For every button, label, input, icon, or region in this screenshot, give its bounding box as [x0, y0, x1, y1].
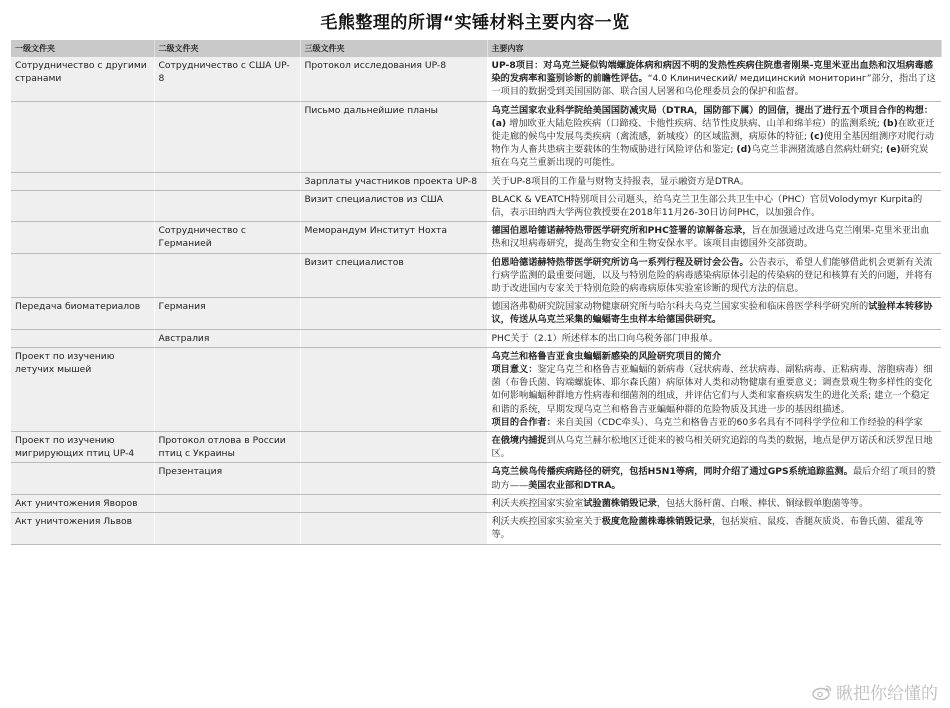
level2-cell [154, 253, 300, 298]
level1-cell: Акт уничтожения Львов [11, 513, 154, 544]
header-level1: 一级文件夹 [11, 40, 154, 57]
level1-cell [11, 101, 154, 172]
level3-cell [300, 347, 487, 431]
level1-cell: Сотрудничество с другими странами [11, 57, 154, 101]
content-text: 德国伯恩哈德诺赫特热带医学研究所和PHC签署的谅解备忘录， [491, 225, 752, 237]
level2-cell: Сотрудничество с Германией [154, 222, 300, 253]
content-text: (b) [882, 117, 898, 129]
table-row [11, 101, 941, 172]
table-row [11, 222, 941, 253]
content-text: 来自美国（CDC牵头）、乌克兰和格鲁吉亚的60多名具有不同科学学位和工作经验的科学家 [555, 416, 923, 428]
content-cell [487, 513, 941, 544]
level1-cell: Проект по изучению мигрирующих птиц UP-4 [11, 432, 154, 463]
level2-cell: Презентация [154, 463, 300, 494]
content-text: 极度危险菌株毒株销毁记录 [601, 516, 712, 528]
content-text: “4.0 Клинический/ медицинский мониторинг”部分，指出了这一项目的数据受到美国国防部、联合国人居署和乌伦理委员会的保护和监督。 [491, 73, 936, 98]
content-text: (d) [736, 144, 752, 156]
level1-cell [11, 222, 154, 253]
content-text: (a) [491, 117, 510, 129]
content-text: 乌克兰和格鲁吉亚食虫蝙蝠新感染的风险研究项目的简介 [491, 350, 722, 362]
level3-cell [300, 329, 487, 347]
header-content: 主要内容 [487, 40, 941, 57]
page-title: 毛熊整理的所谓“实锤材料主要内容一览 [320, 13, 630, 33]
content-text: 美国农业部和DTRA。 [528, 479, 621, 491]
level2-cell [154, 172, 300, 190]
content-text: 旨在加强通过改进乌克兰刚果-克里米亚出血热和汉坦病毒研究，提高生物安全和生物安保水平。该项目由德国外交部资助。 [491, 225, 930, 250]
content-text: 利沃夫疾控国家实验室关于 [491, 516, 602, 528]
content-text: ，包括炭疽、鼠疫、香腿灰质炎、布鲁氏菌、霍乱等等。 [491, 516, 924, 541]
content-cell [487, 298, 941, 329]
level3-cell: Меморандум Институт Нохта [300, 222, 487, 253]
content-text: 在欧亚迁徙走廊的候鸟中发展鸟类疾病（禽流感，新城疫）的区域监测，病原体的特征; [491, 117, 935, 143]
table-header-row [11, 40, 941, 57]
content-cell [487, 57, 941, 101]
content-text: UP-8项目：对乌克兰疑似钩端螺旋体病和病因不明的发热性疾病住院患者刚果-克里米亚出血热和汉坦病毒感染的发病率和鉴别诊断的前瞻性评估。 [491, 60, 933, 85]
table-row [11, 190, 941, 221]
watermark [812, 679, 938, 704]
content-cell [487, 172, 941, 190]
level3-cell: Визит специалистов из США [300, 190, 487, 221]
weibo-icon [812, 684, 832, 700]
level1-cell: Акт уничтожения Яворов [11, 494, 154, 512]
contents-table [11, 40, 942, 545]
content-text: 利沃夫疾控国家实验室 [491, 497, 584, 509]
level2-cell [154, 101, 300, 172]
table-row [11, 494, 941, 512]
content-text: 鉴定乌克兰和格鲁吉亚蝙蝠的新病毒（冠状病毒、丝状病毒、副粘病毒、正粘病毒、溶胞病毒）细菌（布鲁氏菌、钩端螺旋体、耶尔森氏菌）病原体对人类和动物健康有重要意义；调查景观生物多样性的变化如何影响蝙蝠种群地方性病毒和细菌剂的组成，并评估它们与人类和家畜疾病发生的进化关系; 建立一个稳定和谐的系统，早期发现乌克兰和格鲁吉亚蝙蝠种群的危险物质及其进一步的基因组描述。 [491, 364, 933, 415]
level3-cell [300, 494, 487, 512]
level2-cell: Германия [154, 298, 300, 329]
level3-cell: Визит специалистов [300, 253, 487, 298]
table-row [11, 347, 941, 431]
level3-cell: Письмо дальнейшие планы [300, 101, 487, 172]
header-level2: 二级文件夹 [154, 40, 300, 57]
table-row [11, 172, 941, 190]
content-text: 在俄境内捕捉 [491, 435, 547, 447]
level1-cell: Передача биоматериалов [11, 298, 154, 329]
level2-cell: Протокол отлова в России птиц с Украины [154, 432, 300, 463]
content-text: 伯恩哈德诺赫特热带医学研究所访乌一系列行程及研讨会公告。 [491, 256, 749, 268]
table-body [11, 57, 941, 544]
level3-cell: Протокол исследования UP-8 [300, 57, 487, 101]
content-text: (e) [886, 144, 901, 156]
content-cell [487, 494, 941, 512]
content-text: 公告表示，希望人们能够借此机会更新有关流行病学监测的最重要问题，以及与特别危险的病毒感染病原体引起的传染病的登记和核算有关的问题，并将有助于改进国内专家关于特别危险的病毒病原体实验室诊断的现代方法的信息。 [491, 256, 933, 295]
content-cell [487, 329, 941, 347]
content-text: 最后介绍了项目的赞助方—— [491, 466, 936, 491]
table-row [11, 432, 941, 463]
content-cell [487, 463, 941, 494]
table-row [11, 463, 941, 494]
table-row [11, 329, 941, 347]
level2-cell [154, 190, 300, 221]
header-level3: 三级文件夹 [300, 40, 487, 57]
content-cell [487, 253, 941, 298]
content-text: (c) [809, 131, 824, 143]
content-cell [487, 432, 941, 463]
level2-cell [154, 347, 300, 431]
content-cell [487, 101, 941, 172]
level1-cell: Проект по изучению летучих мышей [11, 347, 154, 431]
level3-cell [300, 513, 487, 544]
content-text: 项目意义： [491, 364, 538, 376]
content-cell [487, 347, 941, 431]
level3-cell [300, 298, 487, 329]
level3-cell: Зарплаты участников проекта UP-8 [300, 172, 487, 190]
level3-cell [300, 432, 487, 463]
content-text: ，包括大肠杆菌、白喉、棒状、铜绿假单胞菌等等。 [656, 497, 869, 509]
content-text: 到从乌克兰赫尔松地区迁徙来的被乌相关研究追踪的鸟类的数据，地点是伊万诺沃和沃罗涅日地区。 [491, 435, 933, 460]
level2-cell [154, 494, 300, 512]
content-text: 增加欧亚大陆危险疾病（口蹄疫、卡他性疾病、结节性皮肤病、山羊和绵羊痘）的监测系统; [509, 117, 883, 129]
content-text: BLACK & VEATCH特别项目公司题头，给乌克兰卫生部公共卫生中心（PHC）官员Volodymyr Kurpita的信，表示田纳西大学两位教授要在2018年11月26-30日访问PHC，以加强合作。 [491, 193, 923, 219]
content-text: 使用全基因组测序对爬行动物作为人畜共患病主要载体的生物威胁进行风险评估和鉴定; [491, 131, 934, 156]
content-text: 乌克兰非洲猪流感自然病灶研究; [751, 144, 887, 156]
table-row [11, 513, 941, 544]
content-text: 试验样本转移协议，传送从乌克兰采集的蝙蝠寄生虫样本给德国供研究。 [491, 301, 933, 326]
level1-cell [11, 463, 154, 494]
content-text: 关于UP-8项目的工作量与财物支持报表，显示融资方是DTRA。 [491, 175, 750, 187]
content-cell [487, 222, 941, 253]
level2-cell: Сотрудничество с США UP-8 [154, 57, 300, 101]
table-row [11, 253, 941, 298]
content-text: PHC关于（2.1）所述样本的出口向乌税务部门申报单。 [491, 332, 718, 344]
table-row [11, 57, 941, 101]
level2-cell: Австралия [154, 329, 300, 347]
content-cell [487, 190, 941, 221]
level3-cell [300, 463, 487, 494]
content-text: 项目的合作者： [491, 416, 556, 428]
level1-cell [11, 329, 154, 347]
level1-cell [11, 253, 154, 298]
content-text: 乌克兰候鸟传播疾病路径的研究，包括H5N1等病，同时介绍了通过GPS系统追踪监测。 [491, 466, 853, 478]
content-text: 乌克兰国家农业科学院给美国国防减灾局（DTRA，国防部下属）的回信，提出了进行五个项目合作的构想： [491, 104, 934, 116]
table-row [11, 298, 941, 329]
content-text: 德国洛弗勒研究院国家动物健康研究所与哈尔科夫乌克兰国家实验和临床兽医学科学研究所的 [491, 301, 869, 313]
level1-cell [11, 190, 154, 221]
watermark-text: 瞅把你给懂的 [836, 684, 938, 704]
level1-cell [11, 172, 154, 190]
level2-cell [154, 513, 300, 544]
content-text: 研究炭疽在乌克兰重新出现的可能性。 [491, 144, 929, 169]
content-text: 试验菌株销毁记录 [583, 497, 657, 509]
